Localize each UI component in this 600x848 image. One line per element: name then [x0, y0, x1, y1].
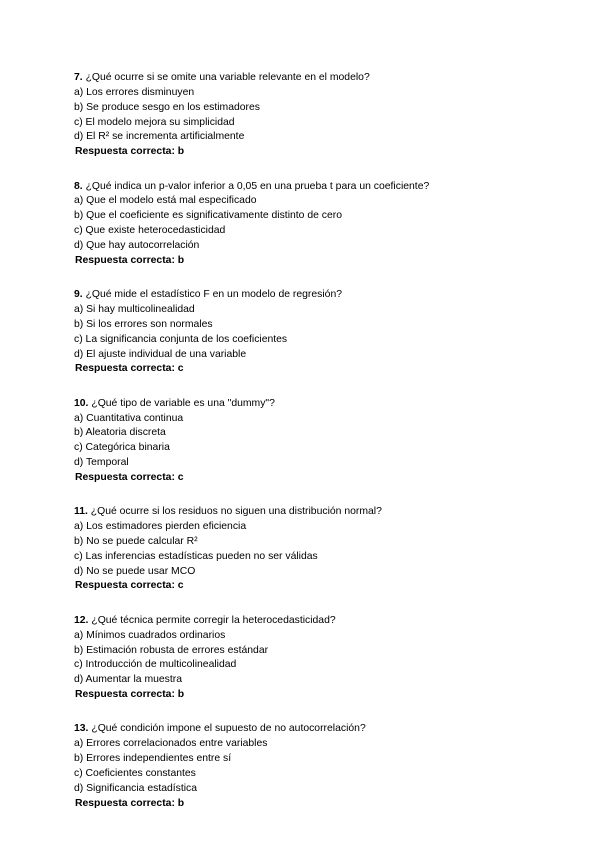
document-page: [74, 71, 564, 831]
question-7: [74, 71, 564, 160]
question-10: [74, 397, 564, 486]
question-text: ¿Qué ocurre si se omite una variable relevante en el modelo?: [85, 72, 370, 83]
question-text: ¿Qué ocurre si los residuos no siguen una distribución normal?: [90, 506, 382, 518]
question-number: 10.: [74, 397, 89, 409]
correct-answer: Respuesta correcta: c: [75, 471, 184, 483]
correct-answer: Respuesta correcta: c: [75, 580, 184, 592]
option-a: a) Errores correlacionados entre variables: [74, 738, 268, 750]
option-a: a) Mínimos cuadrados ordinarios: [74, 629, 226, 641]
question-number: 7.: [74, 72, 83, 83]
option-a: a) Los errores disminuyen: [74, 86, 195, 98]
question-text: ¿Qué condición impone el supuesto de no autocorrelación?: [91, 723, 366, 735]
question-title: [74, 397, 564, 412]
option-d: d) No se puede usar MCO: [74, 565, 196, 577]
option-b: b) Si los errores son normales: [74, 318, 213, 330]
correct-answer: Respuesta correcta: b: [75, 689, 185, 701]
option-d: d) Significancia estadística: [74, 782, 198, 794]
option-a: a) Que el modelo está mal especificado: [74, 195, 257, 207]
option-d: d) El R² se incrementa artificialmente: [74, 131, 245, 143]
option-d: d) Temporal: [74, 457, 129, 469]
option-b: b) Aleatoria discreta: [74, 427, 166, 439]
question-8: [74, 180, 564, 269]
question-text: ¿Qué indica un p-valor inferior a 0,05 en una prueba t para un coeficiente?: [85, 180, 430, 192]
question-number: 12.: [74, 614, 89, 626]
question-number: 8.: [74, 180, 83, 192]
option-d: d) El ajuste individual de una variable: [74, 348, 247, 360]
option-c: c) La significancia conjunta de los coeficientes: [74, 333, 288, 345]
option-c: c) Introducción de multicolinealidad: [74, 659, 237, 671]
question-title: [74, 722, 564, 737]
correct-answer: Respuesta correcta: b: [75, 146, 185, 158]
question-11: [74, 505, 564, 594]
correct-answer: Respuesta correcta: c: [75, 363, 184, 375]
option-b: b) Errores independientes entre sí: [74, 753, 232, 765]
question-title: [74, 288, 564, 303]
correct-answer: Respuesta correcta: b: [75, 797, 185, 809]
question-title: [74, 505, 564, 520]
option-c: c) El modelo mejora su simplicidad: [74, 116, 235, 128]
question-text: ¿Qué técnica permite corregir la heterocedasticidad?: [91, 614, 336, 626]
question-text: ¿Qué mide el estadístico F en un modelo de regresión?: [85, 289, 343, 301]
question-13: [74, 722, 564, 811]
question-9: [74, 288, 564, 377]
option-b: b) No se puede calcular R²: [74, 535, 198, 547]
option-a: a) Cuantitativa continua: [74, 412, 184, 424]
option-a: a) Los estimadores pierden eficiencia: [74, 521, 247, 533]
question-number: 9.: [74, 289, 83, 301]
question-12: [74, 614, 564, 703]
option-c: c) Categórica binaria: [74, 442, 170, 454]
option-b: b) Estimación robusta de errores estándar: [74, 644, 269, 656]
option-c: c) Coeficientes constantes: [74, 767, 196, 779]
question-title: [74, 71, 564, 86]
question-number: 11.: [74, 506, 88, 518]
question-title: [74, 614, 564, 629]
question-title: [74, 180, 564, 195]
option-b: b) Que el coeficiente es significativamente distinto de cero: [74, 210, 342, 222]
question-text: ¿Qué tipo de variable es una "dummy"?: [91, 397, 275, 409]
option-a: a) Si hay multicolinealidad: [74, 303, 195, 315]
option-b: b) Se produce sesgo en los estimadores: [74, 101, 260, 113]
correct-answer: Respuesta correcta: b: [75, 254, 185, 266]
question-number: 13.: [74, 723, 89, 735]
option-c: c) Las inferencias estadísticas pueden no ser válidas: [74, 550, 318, 562]
option-d: d) Aumentar la muestra: [74, 674, 182, 686]
option-c: c) Que existe heterocedasticidad: [74, 225, 226, 237]
option-d: d) Que hay autocorrelación: [74, 239, 200, 251]
